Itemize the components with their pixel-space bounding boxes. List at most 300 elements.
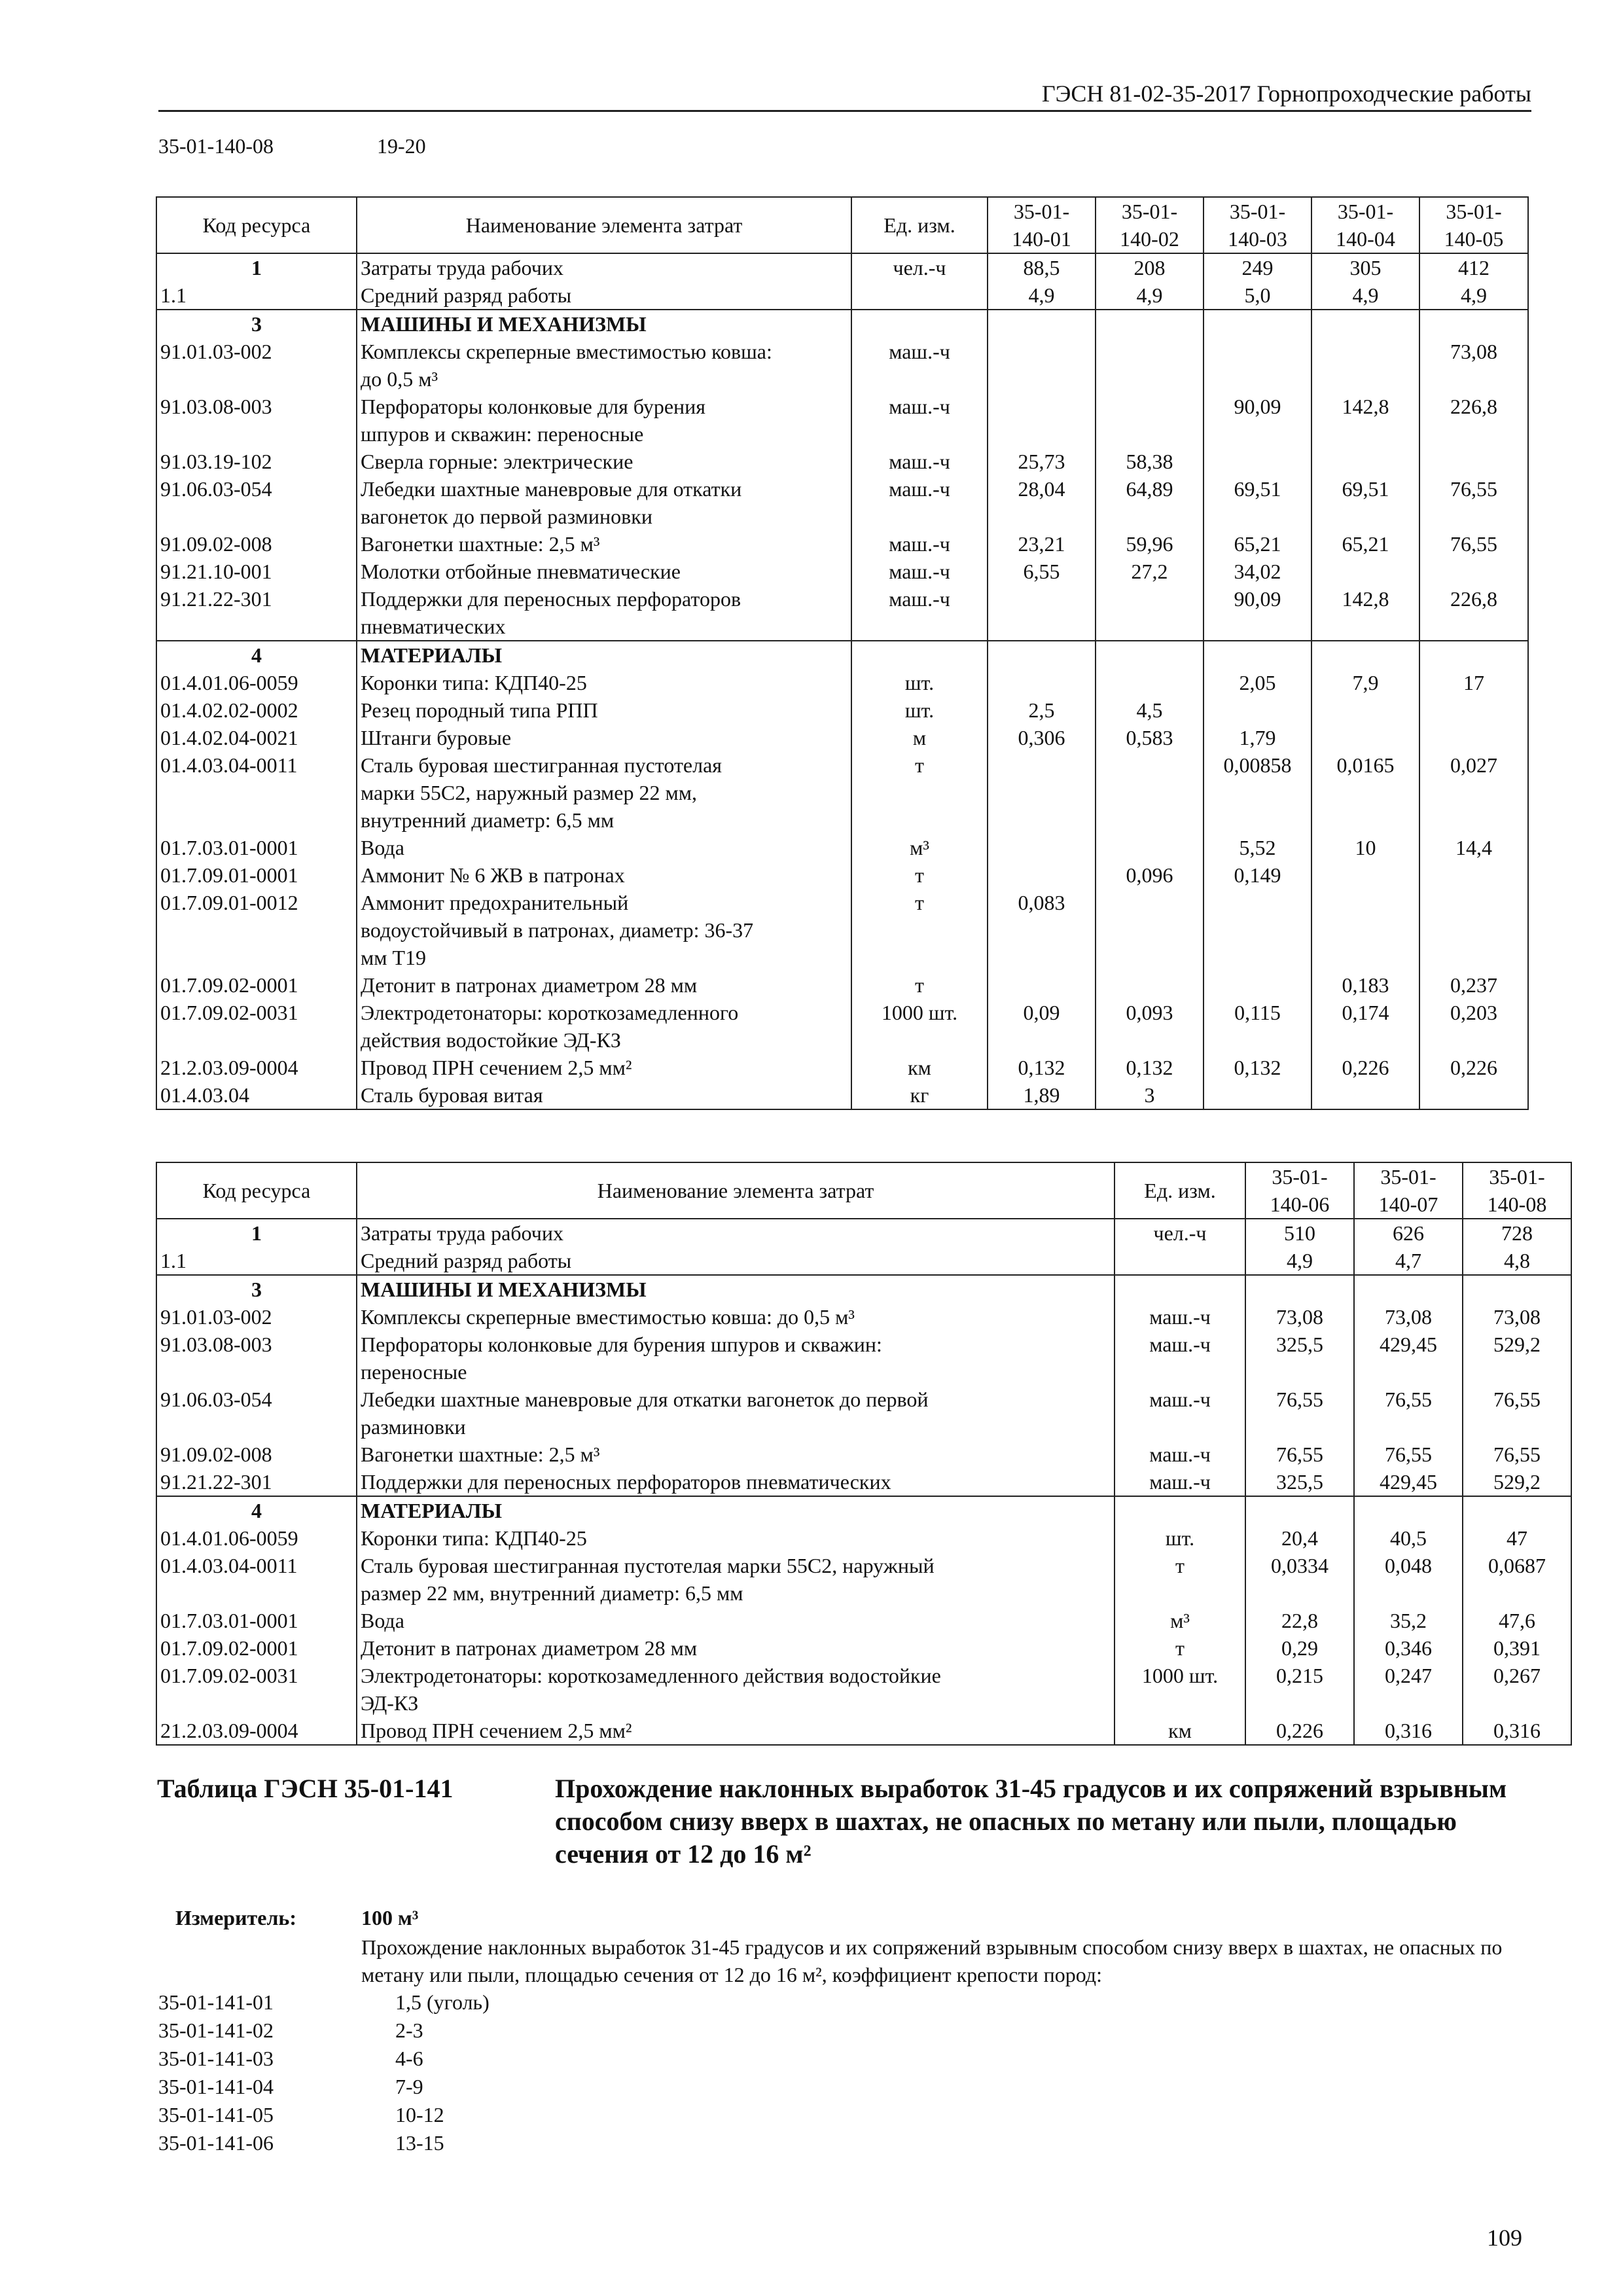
list-item <box>158 2017 490 2045</box>
unit-cell: маш.-ч <box>1115 1386 1245 1441</box>
table-row <box>156 1275 1571 1303</box>
cost-element-name: Затраты труда рабочих <box>357 253 851 281</box>
resource-code: 4 <box>156 1496 357 1524</box>
cost-element-name: Поддержки для переносных перфораторов пневматических <box>357 585 851 641</box>
unit-cell <box>851 281 988 310</box>
column-header: Ед. изм. <box>851 197 988 253</box>
column-header: Код ресурса <box>156 1162 357 1219</box>
cost-element-name: Аммонит предохранительный водоустойчивый в патронах, диаметр: 36-37 мм Т19 <box>357 889 851 971</box>
cost-element-name: Электродетонаторы: короткозамедленного действия водостойкие ЭД-КЗ <box>357 999 851 1054</box>
unit-cell: м <box>851 724 988 751</box>
value-cell <box>1096 889 1204 971</box>
item-value: 4-6 <box>395 2047 423 2070</box>
value-cell: 73,08 <box>1354 1303 1463 1331</box>
resource-code: 01.7.03.01-0001 <box>156 1607 357 1634</box>
unit-cell: маш.-ч <box>851 393 988 448</box>
cost-element-name: Лебедки шахтные маневровые для откатки вагонеток до первой разминовки <box>357 1386 1115 1441</box>
unit-cell: чел.-ч <box>851 253 988 281</box>
unit-cell: 1000 шт. <box>1115 1662 1245 1717</box>
value-cell: 76,55 <box>1463 1386 1571 1441</box>
table-row <box>156 1496 1571 1524</box>
table-header-row <box>156 1162 1571 1219</box>
cost-element-name: Перфораторы колонковые для бурения шпуров и скважин: переносные <box>357 393 851 448</box>
resource-code: 01.7.03.01-0001 <box>156 834 357 861</box>
value-cell: 65,21 <box>1311 530 1419 558</box>
value-cell: 0,115 <box>1204 999 1311 1054</box>
resource-code: 01.7.09.01-0012 <box>156 889 357 971</box>
value-cell: 64,89 <box>1096 475 1204 530</box>
value-cell <box>1096 585 1204 641</box>
value-cell: 0,267 <box>1463 1662 1571 1717</box>
cost-element-name: МАТЕРИАЛЫ <box>357 1496 1115 1524</box>
value-cell: 69,51 <box>1204 475 1311 530</box>
resource-code: 21.2.03.09-0004 <box>156 1054 357 1081</box>
value-cell: 0,316 <box>1463 1717 1571 1745</box>
value-cell: 0,083 <box>988 889 1096 971</box>
value-cell: 76,55 <box>1419 475 1528 530</box>
value-cell: 4,8 <box>1463 1247 1571 1275</box>
cost-element-name: Вагонетки шахтные: 2,5 м³ <box>357 1441 1115 1468</box>
value-cell: 4,9 <box>1419 281 1528 310</box>
value-cell <box>1096 641 1204 669</box>
value-cell: 40,5 <box>1354 1524 1463 1552</box>
meter-unit: 100 м³ <box>361 1906 419 1929</box>
value-cell: 529,2 <box>1463 1468 1571 1496</box>
value-cell <box>1419 448 1528 475</box>
list-item <box>158 2101 490 2129</box>
value-cell <box>1204 338 1311 393</box>
value-cell <box>1419 696 1528 724</box>
value-cell: 4,9 <box>1311 281 1419 310</box>
value-cell: 5,52 <box>1204 834 1311 861</box>
value-cell <box>1096 971 1204 999</box>
cost-element-name: Комплексы скреперные вместимостью ковша: до 0,5 м³ <box>357 1303 1115 1331</box>
cost-element-name: Сталь буровая шестигранная пустотелая марки 55С2, наружный размер 22 мм, внутренний диаметр: 6,5 мм <box>357 1552 1115 1607</box>
value-cell: 1,89 <box>988 1081 1096 1109</box>
unit-cell: маш.-ч <box>1115 1441 1245 1468</box>
unit-cell: км <box>1115 1717 1245 1745</box>
item-value: 1,5 (уголь) <box>395 1990 490 2014</box>
value-cell: 0,203 <box>1419 999 1528 1054</box>
table-row <box>156 696 1528 724</box>
value-cell: 20,4 <box>1245 1524 1354 1552</box>
value-cell: 0,0165 <box>1311 751 1419 834</box>
unit-cell: т <box>851 751 988 834</box>
value-cell: 0,0687 <box>1463 1552 1571 1607</box>
meter-list <box>158 1988 490 2157</box>
item-code: 35-01-141-01 <box>158 1990 274 2014</box>
value-cell: 728 <box>1463 1219 1571 1247</box>
value-cell: 142,8 <box>1311 393 1419 448</box>
value-cell <box>1419 889 1528 971</box>
value-cell: 626 <box>1354 1219 1463 1247</box>
item-value: 2-3 <box>395 2018 423 2042</box>
value-cell: 4,9 <box>1245 1247 1354 1275</box>
unit-cell: маш.-ч <box>851 530 988 558</box>
unit-cell <box>851 641 988 669</box>
table-row <box>156 861 1528 889</box>
value-cell: 58,38 <box>1096 448 1204 475</box>
value-cell: 35,2 <box>1354 1607 1463 1634</box>
value-cell: 59,96 <box>1096 530 1204 558</box>
cost-element-name: Провод ПРН сечением 2,5 мм² <box>357 1054 851 1081</box>
value-cell: 0,0334 <box>1245 1552 1354 1607</box>
resource-code: 91.21.22-301 <box>156 1468 357 1496</box>
column-header: 35-01- 140-05 <box>1419 197 1528 253</box>
item-code: 35-01-141-03 <box>158 2047 274 2070</box>
cost-element-name: Средний разряд работы <box>357 281 851 310</box>
table-row <box>156 1524 1571 1552</box>
resource-code: 4 <box>156 641 357 669</box>
value-cell: 76,55 <box>1354 1441 1463 1468</box>
table-header-row <box>156 197 1528 253</box>
value-cell <box>1419 641 1528 669</box>
value-cell: 226,8 <box>1419 393 1528 448</box>
table-row <box>156 1607 1571 1634</box>
value-cell <box>1311 641 1419 669</box>
unit-cell: км <box>851 1054 988 1081</box>
resource-code: 91.06.03-054 <box>156 1386 357 1441</box>
item-value: 10-12 <box>395 2103 444 2126</box>
cost-element-name: Перфораторы колонковые для бурения шпуров и скважин: переносные <box>357 1331 1115 1386</box>
value-cell <box>988 861 1096 889</box>
resource-code: 91.09.02-008 <box>156 1441 357 1468</box>
value-cell: 0,09 <box>988 999 1096 1054</box>
value-cell: 0,226 <box>1311 1054 1419 1081</box>
unit-cell: м³ <box>1115 1607 1245 1634</box>
value-cell <box>988 641 1096 669</box>
value-cell: 529,2 <box>1463 1331 1571 1386</box>
value-cell <box>1096 834 1204 861</box>
cost-element-name: Затраты труда рабочих <box>357 1219 1115 1247</box>
resource-table-140-01-05 <box>156 196 1529 1110</box>
page-number: 109 <box>1487 2225 1522 2251</box>
cost-element-name: Комплексы скреперные вместимостью ковша: до 0,5 м³ <box>357 338 851 393</box>
resource-code: 1 <box>156 253 357 281</box>
value-cell <box>1463 1275 1571 1303</box>
value-cell <box>1204 889 1311 971</box>
unit-cell <box>851 310 988 338</box>
value-cell: 0,29 <box>1245 1634 1354 1662</box>
value-cell <box>1096 751 1204 834</box>
value-cell: 47,6 <box>1463 1607 1571 1634</box>
cost-element-name: Коронки типа: КДП40-25 <box>357 1524 1115 1552</box>
value-cell <box>988 338 1096 393</box>
value-cell <box>1204 971 1311 999</box>
value-cell: 0,174 <box>1311 999 1419 1054</box>
unit-cell: чел.-ч <box>1115 1219 1245 1247</box>
code-range-suffix: 19-20 <box>376 134 426 158</box>
cost-element-name: Сверла горные: электрические <box>357 448 851 475</box>
value-cell: 249 <box>1204 253 1311 281</box>
resource-code: 3 <box>156 310 357 338</box>
meter-description: Прохождение наклонных выработок 31-45 градусов и их сопряжений взрывным способом снизу вверх в шахтах, не опасных по метану или пыли, площадью сечения от 12 до 16 м², коэффициент крепости пород: <box>361 1935 1503 1986</box>
value-cell: 3 <box>1096 1081 1204 1109</box>
value-cell <box>1204 1081 1311 1109</box>
value-cell <box>988 834 1096 861</box>
table-row <box>156 1054 1528 1081</box>
value-cell <box>988 393 1096 448</box>
item-value: 13-15 <box>395 2131 444 2155</box>
resource-code: 1.1 <box>156 1247 357 1275</box>
value-cell <box>1311 310 1419 338</box>
value-cell: 0,226 <box>1419 1054 1528 1081</box>
table-row <box>156 338 1528 393</box>
value-cell <box>1419 1081 1528 1109</box>
cost-element-name: Сталь буровая шестигранная пустотелая марки 55С2, наружный размер 22 мм, внутренний диаметр: 6,5 мм <box>357 751 851 834</box>
table-row <box>156 751 1528 834</box>
resource-code: 91.09.02-008 <box>156 530 357 558</box>
value-cell: 76,55 <box>1245 1386 1354 1441</box>
value-cell: 0,583 <box>1096 724 1204 751</box>
value-cell: 0,183 <box>1311 971 1419 999</box>
value-cell <box>1419 310 1528 338</box>
value-cell <box>1354 1275 1463 1303</box>
value-cell: 47 <box>1463 1524 1571 1552</box>
unit-cell: шт. <box>1115 1524 1245 1552</box>
resource-code: 01.7.09.02-0031 <box>156 999 357 1054</box>
table-row <box>156 558 1528 585</box>
value-cell: 69,51 <box>1311 475 1419 530</box>
resource-code: 91.03.19-102 <box>156 448 357 475</box>
item-code: 35-01-141-02 <box>158 2018 274 2042</box>
value-cell: 510 <box>1245 1219 1354 1247</box>
value-cell: 0,316 <box>1354 1717 1463 1745</box>
resource-code: 01.7.09.02-0001 <box>156 971 357 999</box>
table-row <box>156 1468 1571 1496</box>
value-cell <box>1311 558 1419 585</box>
table-row <box>156 641 1528 669</box>
cost-element-name: Поддержки для переносных перфораторов пневматических <box>357 1468 1115 1496</box>
unit-cell: маш.-ч <box>851 558 988 585</box>
table-row <box>156 281 1528 310</box>
resource-code: 01.7.09.01-0001 <box>156 861 357 889</box>
cost-element-name: Аммонит № 6 ЖВ в патронах <box>357 861 851 889</box>
value-cell: 0,132 <box>1204 1054 1311 1081</box>
meter-label: Измеритель: <box>175 1906 296 1929</box>
item-code: 35-01-141-06 <box>158 2131 274 2155</box>
value-cell <box>1311 724 1419 751</box>
value-cell: 76,55 <box>1463 1441 1571 1468</box>
value-cell: 0,226 <box>1245 1717 1354 1745</box>
table-row <box>156 1331 1571 1386</box>
resource-code: 91.06.03-054 <box>156 475 357 530</box>
table-row <box>156 530 1528 558</box>
code-range-line <box>158 134 426 158</box>
cost-element-name: МАШИНЫ И МЕХАНИЗМЫ <box>357 310 851 338</box>
resource-code: 01.4.01.06-0059 <box>156 669 357 696</box>
running-header: ГЭСН 81-02-35-2017 Горнопроходческие работы <box>158 77 1531 112</box>
table-row <box>156 999 1528 1054</box>
value-cell <box>1204 641 1311 669</box>
value-cell: 0,215 <box>1245 1662 1354 1717</box>
column-header: 35-01- 140-04 <box>1311 197 1419 253</box>
value-cell: 0,391 <box>1463 1634 1571 1662</box>
value-cell: 73,08 <box>1245 1303 1354 1331</box>
table-row <box>156 1441 1571 1468</box>
value-cell: 28,04 <box>988 475 1096 530</box>
value-cell: 0,346 <box>1354 1634 1463 1662</box>
table-title: Таблица ГЭСН 35-01-141 <box>157 1774 454 1803</box>
resource-code: 01.4.03.04 <box>156 1081 357 1109</box>
value-cell: 65,21 <box>1204 530 1311 558</box>
table-row <box>156 889 1528 971</box>
value-cell: 90,09 <box>1204 585 1311 641</box>
unit-cell: маш.-ч <box>1115 1303 1245 1331</box>
value-cell <box>1204 696 1311 724</box>
resource-code: 01.4.03.04-0011 <box>156 1552 357 1607</box>
unit-cell: т <box>1115 1552 1245 1607</box>
table-row <box>156 1717 1571 1745</box>
value-cell <box>1311 861 1419 889</box>
table-row <box>156 253 1528 281</box>
resource-code: 01.4.01.06-0059 <box>156 1524 357 1552</box>
cost-element-name: МАТЕРИАЛЫ <box>357 641 851 669</box>
value-cell: 76,55 <box>1419 530 1528 558</box>
value-cell: 0,237 <box>1419 971 1528 999</box>
code-range: 35-01-140-08 <box>158 134 274 158</box>
value-cell: 23,21 <box>988 530 1096 558</box>
cost-element-name: Провод ПРН сечением 2,5 мм² <box>357 1717 1115 1745</box>
table-row <box>156 1552 1571 1607</box>
cost-element-name: МАШИНЫ И МЕХАНИЗМЫ <box>357 1275 1115 1303</box>
value-cell <box>1096 338 1204 393</box>
value-cell <box>1419 724 1528 751</box>
item-value: 7-9 <box>395 2075 423 2098</box>
list-item <box>158 1988 490 2017</box>
resource-code: 91.01.03-002 <box>156 1303 357 1331</box>
value-cell: 0,00858 <box>1204 751 1311 834</box>
value-cell: 27,2 <box>1096 558 1204 585</box>
value-cell: 0,132 <box>1096 1054 1204 1081</box>
value-cell <box>1419 558 1528 585</box>
table-description: Прохождение наклонных выработок 31-45 градусов и их сопряжений взрывным способом снизу вверх в шахтах, не опасных по метану или пыли, площадью сечения от 12 до 16 м² <box>555 1774 1507 1869</box>
value-cell: 0,306 <box>988 724 1096 751</box>
unit-cell: 1000 шт. <box>851 999 988 1054</box>
cost-element-name: Электродетонаторы: короткозамедленного действия водостойкие ЭД-КЗ <box>357 1662 1115 1717</box>
table-row <box>156 1081 1528 1109</box>
value-cell: 5,0 <box>1204 281 1311 310</box>
value-cell: 0,093 <box>1096 999 1204 1054</box>
cost-element-name: Коронки типа: КДП40-25 <box>357 669 851 696</box>
value-cell: 76,55 <box>1245 1441 1354 1468</box>
resource-code: 91.21.22-301 <box>156 585 357 641</box>
value-cell <box>1311 696 1419 724</box>
value-cell <box>1311 448 1419 475</box>
value-cell: 17 <box>1419 669 1528 696</box>
column-header: Наименование элемента затрат <box>357 1162 1115 1219</box>
resource-code: 3 <box>156 1275 357 1303</box>
resource-code: 01.7.09.02-0031 <box>156 1662 357 1717</box>
cost-element-name: Вода <box>357 1607 1115 1634</box>
resource-code: 21.2.03.09-0004 <box>156 1717 357 1745</box>
unit-cell: маш.-ч <box>851 448 988 475</box>
cost-element-name: Детонит в патронах диаметром 28 мм <box>357 971 851 999</box>
value-cell: 0,048 <box>1354 1552 1463 1607</box>
list-item <box>158 2073 490 2101</box>
value-cell <box>1204 310 1311 338</box>
column-header: 35-01- 140-08 <box>1463 1162 1571 1219</box>
value-cell: 4,9 <box>988 281 1096 310</box>
resource-table-140-06-08 <box>156 1162 1572 1746</box>
value-cell <box>988 669 1096 696</box>
value-cell <box>1096 310 1204 338</box>
value-cell: 76,55 <box>1354 1386 1463 1441</box>
value-cell <box>1096 669 1204 696</box>
value-cell: 73,08 <box>1463 1303 1571 1331</box>
unit-cell: т <box>851 971 988 999</box>
table-row <box>156 393 1528 448</box>
value-cell: 2,05 <box>1204 669 1311 696</box>
item-code: 35-01-141-05 <box>158 2103 274 2126</box>
resource-code: 01.7.09.02-0001 <box>156 1634 357 1662</box>
unit-cell <box>1115 1496 1245 1524</box>
cost-element-name: Детонит в патронах диаметром 28 мм <box>357 1634 1115 1662</box>
value-cell: 0,149 <box>1204 861 1311 889</box>
unit-cell: кг <box>851 1081 988 1109</box>
value-cell: 412 <box>1419 253 1528 281</box>
value-cell <box>1311 1081 1419 1109</box>
resource-code: 91.01.03-002 <box>156 338 357 393</box>
cost-element-name: Лебедки шахтные маневровые для откатки вагонеток до первой разминовки <box>357 475 851 530</box>
unit-cell: м³ <box>851 834 988 861</box>
table-row <box>156 475 1528 530</box>
value-cell: 4,5 <box>1096 696 1204 724</box>
value-cell <box>1311 338 1419 393</box>
value-cell: 429,45 <box>1354 1331 1463 1386</box>
value-cell: 325,5 <box>1245 1468 1354 1496</box>
resource-code: 1 <box>156 1219 357 1247</box>
table-row <box>156 1662 1571 1717</box>
column-header: 35-01- 140-03 <box>1204 197 1311 253</box>
value-cell: 14,4 <box>1419 834 1528 861</box>
table-row <box>156 1219 1571 1247</box>
column-header: 35-01- 140-02 <box>1096 197 1204 253</box>
unit-cell: т <box>851 861 988 889</box>
value-cell: 6,55 <box>988 558 1096 585</box>
resource-code: 1.1 <box>156 281 357 310</box>
value-cell: 226,8 <box>1419 585 1528 641</box>
unit-cell <box>1115 1275 1245 1303</box>
value-cell <box>1245 1496 1354 1524</box>
value-cell <box>988 585 1096 641</box>
value-cell <box>1096 393 1204 448</box>
list-item <box>158 2045 490 2073</box>
value-cell: 429,45 <box>1354 1468 1463 1496</box>
value-cell: 7,9 <box>1311 669 1419 696</box>
value-cell: 0,247 <box>1354 1662 1463 1717</box>
table-row <box>156 448 1528 475</box>
cost-element-name: Штанги буровые <box>357 724 851 751</box>
column-header: Код ресурса <box>156 197 357 253</box>
value-cell: 1,79 <box>1204 724 1311 751</box>
column-header: 35-01- 140-06 <box>1245 1162 1354 1219</box>
column-header: 35-01- 140-01 <box>988 197 1096 253</box>
value-cell: 325,5 <box>1245 1331 1354 1386</box>
value-cell: 25,73 <box>988 448 1096 475</box>
value-cell: 10 <box>1311 834 1419 861</box>
table-row <box>156 669 1528 696</box>
value-cell <box>988 310 1096 338</box>
unit-cell: т <box>1115 1634 1245 1662</box>
value-cell <box>1354 1496 1463 1524</box>
list-item <box>158 2129 490 2157</box>
value-cell <box>1204 448 1311 475</box>
cost-element-name: Сталь буровая витая <box>357 1081 851 1109</box>
resource-code: 01.4.02.04-0021 <box>156 724 357 751</box>
value-cell: 4,7 <box>1354 1247 1463 1275</box>
resource-code: 91.21.10-001 <box>156 558 357 585</box>
